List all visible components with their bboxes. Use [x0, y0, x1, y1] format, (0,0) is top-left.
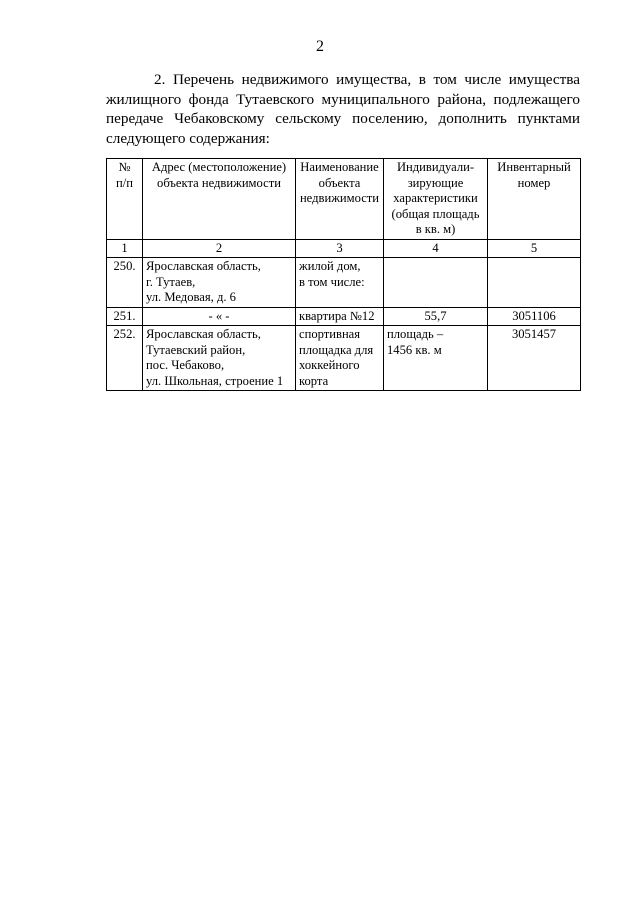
- intro-text: 2. Перечень недвижимого имущества, в том числе имущества жилищного фонда Тутаевского муниципального района, подлежащего передаче Чебаковскому сельскому поселению, дополнить пунктами следующего содержания:: [106, 71, 580, 147]
- header-inventory-number: Инвентарный номер: [488, 159, 581, 240]
- header-characteristics: Индивидуали- зирующие характеристики (общая площадь в кв. м): [384, 159, 488, 240]
- row-characteristics: 55,7: [384, 307, 488, 326]
- row-inventory-number: 3051457: [488, 326, 581, 391]
- header-object-name: Наименование объекта недвижимости: [296, 159, 384, 240]
- column-index: 5: [488, 239, 581, 258]
- row-address: Ярославская область, Тутаевский район, пос. Чебаково, ул. Школьная, строение 1: [143, 326, 296, 391]
- table-row: [107, 326, 581, 391]
- column-index: 1: [107, 239, 143, 258]
- column-index: 3: [296, 239, 384, 258]
- header-address: Адрес (местоположение) объекта недвижимости: [143, 159, 296, 240]
- table-row: [107, 307, 581, 326]
- row-object-name: жилой дом, в том числе:: [296, 258, 384, 308]
- column-index: 4: [384, 239, 488, 258]
- column-index: 2: [143, 239, 296, 258]
- header-number: № п/п: [107, 159, 143, 240]
- row-object-name: квартира №12: [296, 307, 384, 326]
- row-number: 251.: [107, 307, 143, 326]
- row-address: Ярославская область, г. Тутаев, ул. Медовая, д. 6: [143, 258, 296, 308]
- page-number: 2: [316, 38, 324, 55]
- row-inventory-number: [488, 258, 581, 308]
- row-inventory-number: 3051106: [488, 307, 581, 326]
- row-characteristics: [384, 258, 488, 308]
- row-address: - « -: [143, 307, 296, 326]
- row-characteristics: площадь – 1456 кв. м: [384, 326, 488, 391]
- row-number: 252.: [107, 326, 143, 391]
- column-index-row: [107, 239, 581, 258]
- table-row: [107, 258, 581, 308]
- property-table: [106, 158, 581, 391]
- row-object-name: спортивная площадка для хоккейного корта: [296, 326, 384, 391]
- row-number: 250.: [107, 258, 143, 308]
- table-header-row: [107, 159, 581, 240]
- intro-paragraph: [106, 70, 580, 148]
